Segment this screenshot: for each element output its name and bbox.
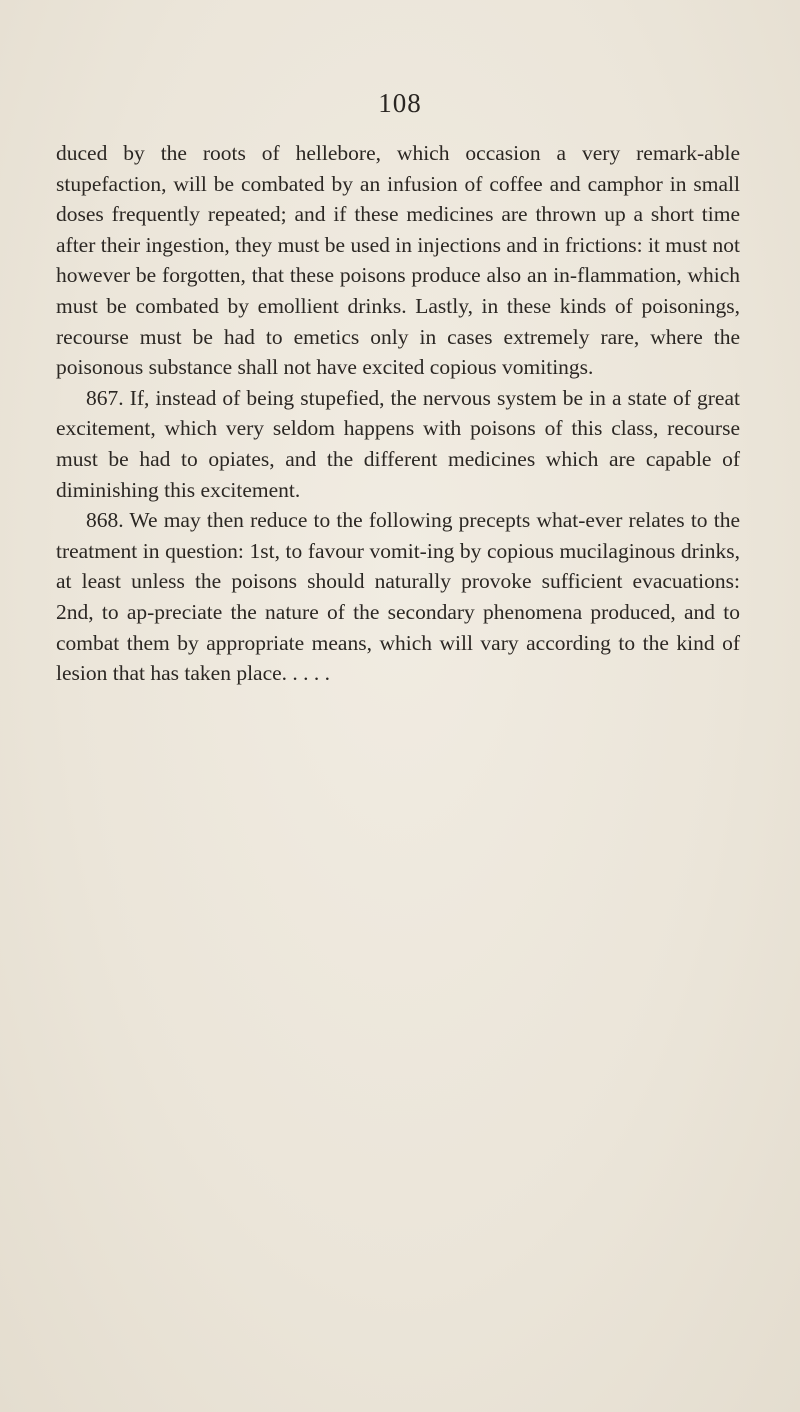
paragraph-868: 868. We may then reduce to the following precepts what-ever relates to the treatment in question: 1st, to favour vomit-ing by copious mucilaginous drinks, at least unless the poisons should naturally provoke sufficient evacuations: 2nd, to ap-preciate the nature of the secondary phenomena produced, and to combat them by appropriate means, which will vary according to the kind of lesion that has taken place. . . . . [56,508,740,686]
paragraph-continued: duced by the roots of hellebore, which occasion a very remark-able stupefaction, will be combated by an infusion of coffee and camphor in small doses frequently repeated; and if these medicines are thrown up a short time after their ingestion, they must be used in injections and in frictions: it must not however be forgotten, that these poisons produce also an in-flammation, which must be combated by emollient drinks. Lastly, in these kinds of poisonings, recourse must be had to emetics only in cases extremely rare, where the poisonous substance shall not have excited copious vomitings. [56,141,740,380]
page-number: 108 [378,88,422,118]
paragraph-867: 867. If, instead of being stupefied, the nervous system be in a state of great excitement, which very seldom happens with poisons of this class, recourse must be had to opiates, and the different medicines which are capable of diminishing this excitement. [56,385,740,502]
body-text [56,138,740,689]
